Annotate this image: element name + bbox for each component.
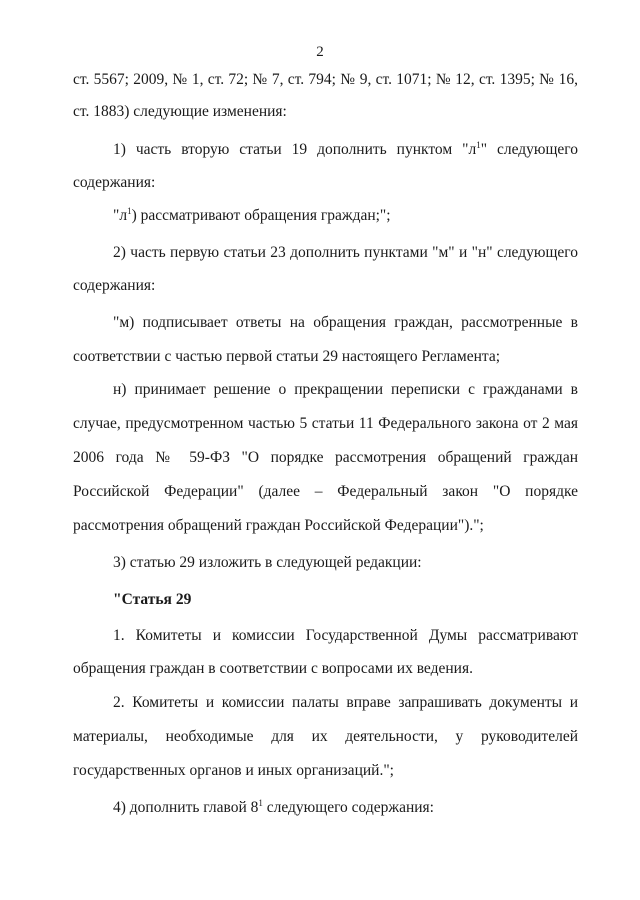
text-line: 2. Комитеты и комиссии палаты вправе запрашивать документы и bbox=[113, 694, 578, 711]
superscript: 1 bbox=[476, 140, 481, 150]
text-line: "м) подписывает ответы на обращения граждан, рассмотренные в bbox=[113, 314, 578, 331]
text-line: Российской Федерации" (далее – Федеральный закон "О порядке bbox=[73, 483, 578, 500]
text-fragment: "л bbox=[113, 207, 128, 224]
text-line: 1. Комитеты и комиссии Государственной Думы рассматривают bbox=[113, 627, 578, 644]
text-fragment: 4) дополнить главой 8 bbox=[113, 799, 259, 816]
text-line: 3) статью 29 изложить в следующей редакции: bbox=[113, 554, 422, 571]
text-fragment: " следующего bbox=[480, 141, 578, 158]
superscript: 1 bbox=[258, 798, 263, 808]
text-line bbox=[113, 798, 578, 818]
text-line: государственных органов и иных организаций."; bbox=[73, 762, 394, 779]
text-fragment: 1) часть вторую статьи 19 дополнить пунктом "л bbox=[113, 141, 477, 158]
text-line: ст. 5567; 2009, № 1, ст. 72; № 7, ст. 794; № 9, ст. 1071; № 12, ст. 1395; № 16, bbox=[73, 71, 578, 88]
text-line: ст. 1883) следующие изменения: bbox=[73, 103, 287, 120]
text-fragment: следующего содержания: bbox=[262, 799, 434, 816]
text-line: н) принимает решение о прекращении переписки с гражданами в bbox=[113, 381, 578, 398]
text-line: рассмотрения обращений граждан Российской Федерации")."; bbox=[73, 517, 484, 534]
text-line: содержания: bbox=[73, 277, 156, 294]
text-fragment: ) рассматривают обращения граждан;"; bbox=[131, 207, 391, 224]
text-line: обращения граждан в соответствии с вопросами их ведения. bbox=[73, 660, 473, 677]
text-line: случае, предусмотренном частью 5 статьи 11 Федерального закона от 2 мая bbox=[73, 415, 578, 432]
text-line: соответствии с частью первой статьи 29 настоящего Регламента; bbox=[73, 348, 501, 365]
superscript: 1 bbox=[127, 206, 132, 216]
text-line: 2) часть первую статьи 23 дополнить пунктами "м" и "н" следующего bbox=[113, 244, 578, 261]
page-number: 2 bbox=[316, 44, 324, 60]
text-line: материалы, необходимые для их деятельности, у руководителей bbox=[73, 728, 578, 745]
text-line bbox=[113, 140, 578, 160]
text-line bbox=[113, 206, 578, 226]
text-line: содержания: bbox=[73, 174, 156, 191]
article-heading: "Статья 29 bbox=[113, 591, 192, 608]
text-line: 2006 года № 59-ФЗ "О порядке рассмотрения обращений граждан bbox=[73, 449, 578, 466]
